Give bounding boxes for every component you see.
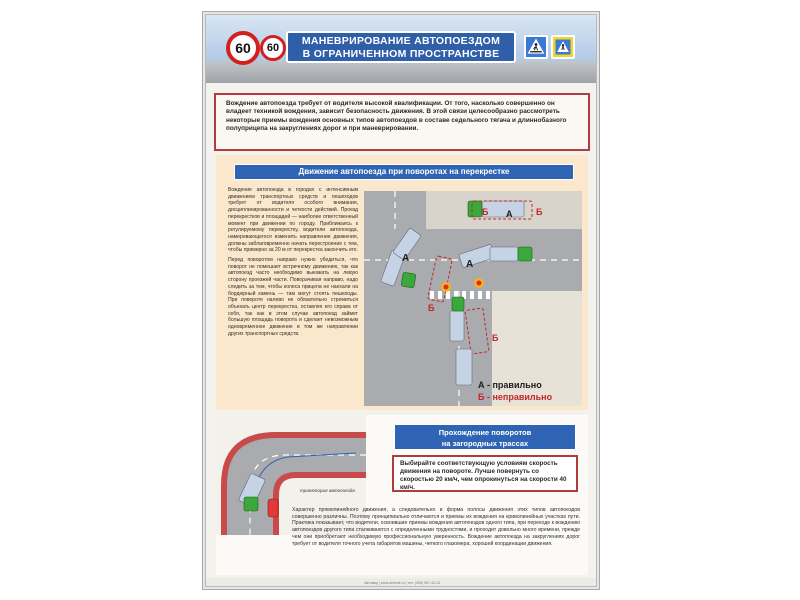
intersection-section-text (228, 187, 358, 337)
label-a: А (506, 209, 513, 219)
intersection-illustration (364, 191, 582, 406)
poster (205, 14, 597, 587)
label-b: Б (536, 207, 543, 217)
intersection-section-title: Движение автопоезда при поворотах на перекрестке (234, 164, 574, 180)
label-b: Б (492, 333, 499, 343)
legend (478, 379, 552, 403)
speed-limit-small-sign-icon (260, 35, 286, 61)
label-b: Б (428, 303, 435, 313)
label-b: Б (482, 207, 489, 217)
country-road-section-text: Характер прямолинейного движения, а следовательно и форма полосы движения этих типов автопоездов совершенно различны. Поэтому принципиально отличаются и приемы их вождения на криволинейных участках пути. Практика показывает, что водители, освоившие приемы вождения автопоездов одного типа, при переходе к вождению автопоездов другого типа сталкиваются с определенными трудностями, и проходит довольно много времени, прежде чем они приобретают необходимую профессиональную уверенность. Вождение автопоезда на закруглениях дорог требует от водителя точного учета габаритов машины, четкого глазомера, хорошей координации движения. (292, 507, 580, 547)
country-road-section (216, 415, 588, 575)
intersection-section (216, 155, 588, 410)
speed-limit-small-value: 60 (266, 42, 280, 54)
title-line-1: МАНЕВРИРОВАНИЕ АВТОПОЕЗДОМ (301, 35, 501, 47)
label-a: А (466, 259, 474, 270)
header-road-strip (206, 61, 597, 83)
pedestrian-crossing-sign-icon (551, 35, 575, 59)
pedestrian-crossing-sign-icon (524, 35, 548, 59)
paragraph: Вождение автопоезда в городах с интенсивным движением транспортных средств и пешеходов требует от водителя особого внимания, дисциплинированности и четкости действий. Проезд перекрестков и площадей — наиболее ответственный момент при движении по городу. Приближаясь к регулируемому перекрестку, водители автопоезда, намеревающегося изменить направление движения, должны заблаговременно начать перестроение с тем, чтобы примерно за 20 м от перекрестка закончить его. (228, 187, 358, 254)
section-title-line-1: Прохождение поворотов (438, 428, 532, 437)
country-road-section-title (394, 424, 576, 450)
speed-warning-box: Выбирайте соответствующую условиям скорость движения на повороте. Лучше повернуть со скоростью 20 км/ч, чем опрокинуться на скорости 40 км/ч. (392, 455, 578, 492)
legend-wrong: Б - неправильно (478, 392, 553, 402)
paragraph: Перед поворотом направо нужно убедиться, что поворот не помешает встречному движению, так как автопоезд часто необходимо выезжать на левую сторону проезжей части. Поворачивая направо, надо следить за тем, чтобы колеса прицепа не наехали на бордюрный камень — там могут стоять пешеходы. При повороте налево не обязательно стремиться объехать центр перекрестка, оставляя его справа от себя, так как в этом случае автопоезд займет большую площадь поворота и сделает невозможным одновременное движение в том же направлении других транспортных средств. (228, 257, 358, 337)
title-line-2: В ОГРАНИЧЕННОМ ПРОСТРАНСТВЕ (302, 48, 500, 60)
speed-limit-sign-icon (226, 31, 260, 65)
intro-text-box: Вождение автопоезда требует от водителя высокой квалификации. От того, насколько совершенно он владеет техникой вождения, зависит безопасность движения. В этой связи целесообразно рассмотреть некоторые приемы вождения основных типов автопоездов в составе седельного тягача и длиннобазного полуприцепа на закруглениях дорог и при маневрировании. (214, 93, 590, 151)
poster-title (286, 31, 516, 63)
section-title-line-2: на загородных трассах (441, 439, 529, 448)
legend-correct: А - правильно (478, 380, 542, 390)
trajectory-label: траектория автопоезда (300, 488, 355, 493)
speed-limit-value: 60 (235, 40, 251, 56)
label-a: А (402, 253, 410, 264)
footer: Автомир | www.avtomir.ru | тел. (495) 957-42-15 (206, 578, 597, 587)
